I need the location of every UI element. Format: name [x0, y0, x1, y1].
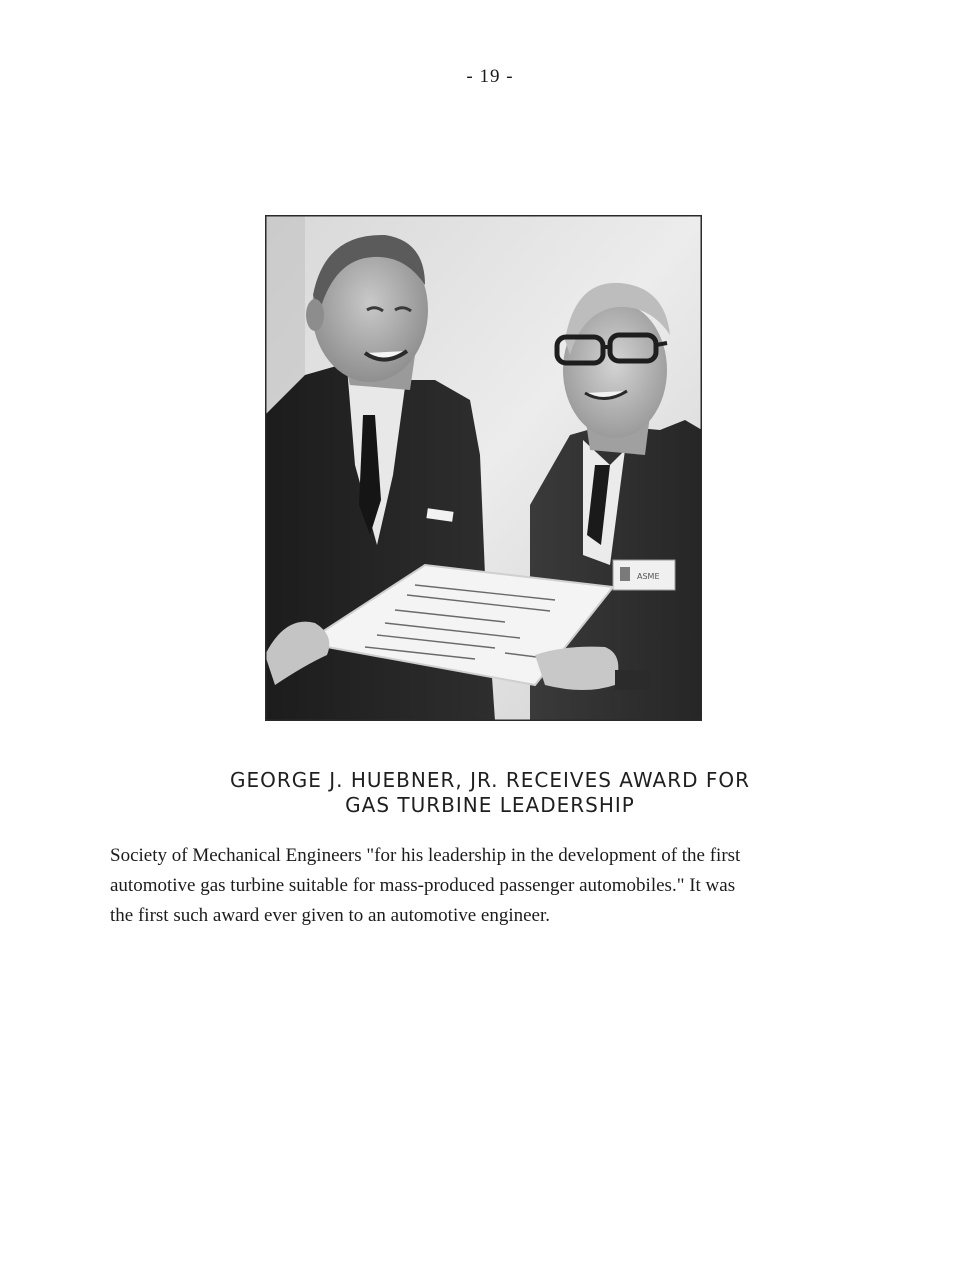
photo-caption: [0, 768, 980, 818]
caption-line-1: GEORGE J. HUEBNER, JR. RECEIVES AWARD FOR: [229, 768, 751, 792]
photograph-icon: [265, 215, 702, 721]
body-line-2: automotive gas turbine suitable for mass-produced passenger automobiles." It was: [110, 875, 736, 896]
caption-line-2: GAS TURBINE LEADERSHIP: [345, 793, 635, 817]
body-line-1: Society of Mechanical Engineers "for his leadership in the development of the first: [110, 845, 741, 866]
body-paragraph: [110, 841, 870, 931]
page-number: - 19 -: [466, 66, 514, 87]
badge-text: ASME: [637, 572, 660, 581]
award-photograph: [265, 215, 702, 721]
body-line-3: the first such award ever given to an automotive engineer.: [110, 905, 551, 926]
